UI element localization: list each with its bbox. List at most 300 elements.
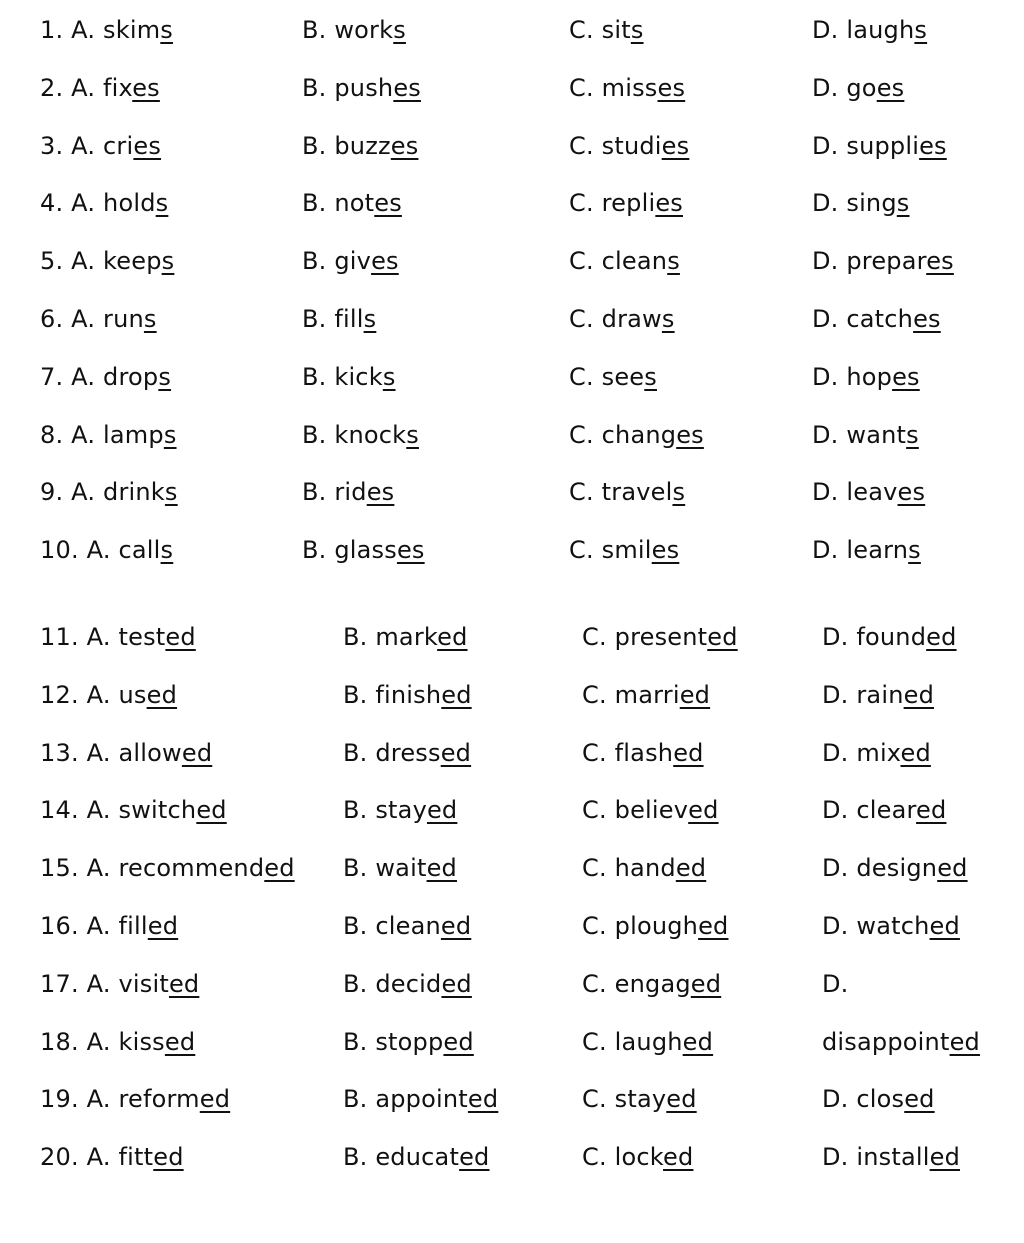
- word-stem: rain: [856, 680, 904, 709]
- option-b: [302, 415, 419, 455]
- word-stem: keep: [103, 247, 162, 276]
- word-stem: hop: [846, 362, 893, 391]
- option-d: [812, 357, 920, 397]
- option-b: [302, 68, 421, 108]
- question-number: 20.: [40, 1143, 79, 1172]
- option-d: [822, 964, 849, 1004]
- option-letter: B.: [343, 738, 368, 767]
- option-letter: B.: [302, 305, 327, 333]
- option-a: [40, 964, 199, 1004]
- option-b: [302, 472, 394, 512]
- option-a: [40, 357, 171, 397]
- option-a: [40, 1079, 230, 1119]
- underlined-ending: ed: [916, 796, 947, 825]
- underlined-ending: s: [672, 478, 686, 507]
- question-number: 15.: [40, 854, 79, 883]
- question-number: 18.: [40, 1027, 79, 1056]
- option-letter: A.: [86, 680, 111, 709]
- word-stem: recommend: [118, 854, 265, 883]
- option-a: [40, 183, 168, 223]
- underlined-ending: ed: [926, 623, 957, 651]
- option-letter: D.: [812, 305, 839, 333]
- word-stem: not: [334, 189, 375, 218]
- underlined-ending: s: [160, 536, 174, 565]
- underlined-ending: ed: [690, 969, 722, 998]
- option-c: [569, 241, 680, 281]
- option-d: [812, 68, 904, 108]
- word-stem: wait: [375, 854, 427, 883]
- word-stem: rid: [334, 478, 367, 507]
- question-number: 10.: [40, 536, 79, 565]
- word-stem: hold: [103, 189, 156, 218]
- option-letter: D.: [822, 912, 849, 940]
- word-stem: sing: [846, 189, 897, 218]
- word-stem: lock: [614, 1143, 664, 1172]
- option-b: [343, 906, 471, 946]
- option-d: [812, 126, 947, 166]
- option-letter: A.: [86, 1085, 111, 1114]
- option-c: [569, 10, 644, 50]
- option-letter: B.: [343, 969, 368, 998]
- option-c: [582, 1137, 693, 1177]
- option-a: [40, 906, 178, 946]
- underlined-ending: ed: [441, 680, 472, 709]
- option-letter: B.: [343, 796, 368, 825]
- option-letter: C.: [582, 1027, 607, 1056]
- underlined-ending: ed: [949, 1027, 980, 1056]
- option-letter: B.: [302, 362, 327, 391]
- word-stem: hand: [614, 854, 676, 883]
- word-stem: run: [103, 305, 144, 333]
- underlined-ending: es: [393, 73, 421, 102]
- option-d: [822, 790, 946, 830]
- underlined-ending: ed: [264, 854, 295, 883]
- option-a: [40, 299, 157, 339]
- word-stem: glass: [334, 536, 397, 565]
- underlined-ending: es: [371, 247, 399, 276]
- question-number: 14.: [40, 796, 79, 825]
- question-row: [0, 1137, 1024, 1177]
- question-row: [0, 675, 1024, 715]
- option-d: [822, 848, 968, 888]
- underlined-ending: es: [651, 536, 680, 565]
- word-stem: clean: [375, 912, 441, 940]
- question-row: [0, 68, 1024, 108]
- question-number: 11.: [40, 623, 79, 651]
- question-row: [0, 848, 1024, 888]
- option-letter: B.: [343, 623, 368, 651]
- option-letter: A.: [71, 189, 96, 218]
- underlined-ending: s: [160, 16, 173, 44]
- option-letter: D.: [822, 796, 849, 825]
- underlined-ending: ed: [688, 796, 719, 825]
- underlined-ending: ed: [443, 1027, 474, 1056]
- question-number: 5.: [40, 247, 64, 276]
- word-stem: appoint: [375, 1085, 468, 1114]
- word-stem: reform: [118, 1085, 200, 1114]
- question-number: 17.: [40, 969, 79, 998]
- option-c: [569, 415, 704, 455]
- option-letter: C.: [582, 912, 607, 940]
- word-stem: decid: [375, 969, 442, 998]
- option-letter: C.: [582, 680, 607, 709]
- option-letter: A.: [71, 478, 96, 507]
- option-c: [582, 964, 721, 1004]
- option-b: [302, 241, 399, 281]
- question-row: [0, 183, 1024, 223]
- option-letter: A.: [86, 536, 111, 565]
- option-letter: B.: [302, 131, 327, 160]
- option-letter: A.: [71, 305, 96, 333]
- option-letter: C.: [569, 247, 594, 276]
- option-a: [40, 415, 177, 455]
- option-letter: D.: [812, 536, 839, 565]
- option-letter: D.: [812, 420, 839, 449]
- option-b: [343, 617, 468, 657]
- option-d: [812, 299, 941, 339]
- option-c: [582, 617, 738, 657]
- word-stem: suppli: [846, 131, 920, 160]
- underlined-ending: ed: [165, 623, 196, 651]
- question-number: 2.: [40, 73, 64, 102]
- word-stem: miss: [601, 73, 658, 102]
- option-a: [40, 848, 295, 888]
- word-stem: finish: [375, 680, 442, 709]
- option-b: [343, 1022, 474, 1062]
- word-stem: repli: [601, 189, 656, 218]
- option-a: [40, 790, 227, 830]
- option-c: [582, 1079, 697, 1119]
- word-stem: stay: [375, 796, 427, 825]
- option-a: [40, 68, 160, 108]
- underlined-ending: s: [382, 362, 396, 391]
- option-c: [569, 183, 683, 223]
- underlined-ending: s: [406, 420, 419, 449]
- option-letter: C.: [569, 420, 594, 449]
- word-stem: present: [614, 623, 708, 651]
- option-a: [40, 241, 174, 281]
- word-stem: engag: [614, 969, 691, 998]
- word-stem: smil: [601, 536, 652, 565]
- option-letter: C.: [569, 536, 594, 565]
- question-row: [0, 964, 1024, 1004]
- word-stem: clos: [856, 1085, 905, 1114]
- word-stem: catch: [846, 305, 914, 333]
- option-letter: A.: [86, 623, 111, 651]
- option-letter: A.: [71, 73, 96, 102]
- word-stem: fitt: [118, 1143, 154, 1172]
- word-stem: draw: [601, 305, 662, 333]
- option-b: [302, 10, 406, 50]
- underlined-ending: s: [363, 305, 377, 333]
- underlined-ending: s: [906, 420, 919, 449]
- underlined-ending: ed: [440, 738, 472, 767]
- word-stem: chang: [601, 420, 677, 449]
- question-number: 19.: [40, 1085, 79, 1114]
- option-letter: C.: [569, 305, 594, 333]
- option-letter: B.: [302, 478, 327, 507]
- word-stem: flash: [614, 738, 674, 767]
- option-d: [822, 675, 934, 715]
- word-stem: stopp: [375, 1027, 444, 1056]
- option-letter: A.: [71, 362, 96, 391]
- option-c: [582, 733, 704, 773]
- underlined-ending: s: [143, 305, 157, 333]
- option-letter: C.: [582, 738, 607, 767]
- option-letter: A.: [71, 247, 96, 276]
- underlined-ending: ed: [682, 1027, 714, 1056]
- word-stem: switch: [118, 796, 197, 825]
- word-stem: mark: [375, 623, 438, 651]
- option-b: [302, 126, 418, 166]
- word-stem: work: [334, 16, 394, 44]
- option-b: [343, 733, 471, 773]
- option-d: [812, 241, 954, 281]
- option-d: [812, 183, 910, 223]
- question-row: [0, 299, 1024, 339]
- underlined-ending: s: [393, 16, 406, 44]
- option-d: [822, 733, 931, 773]
- underlined-ending: s: [158, 362, 172, 391]
- underlined-ending: ed: [903, 680, 935, 709]
- word-stem: test: [118, 623, 166, 651]
- underlined-ending: ed: [181, 738, 213, 767]
- underlined-ending: ed: [900, 738, 931, 767]
- underlined-ending: s: [661, 305, 675, 333]
- option-letter: C.: [582, 1143, 607, 1172]
- option-letter: A.: [86, 854, 111, 883]
- underlined-ending: ed: [929, 1143, 961, 1172]
- option-letter: A.: [86, 738, 111, 767]
- word-stem: learn: [846, 536, 909, 565]
- underlined-ending: ed: [440, 912, 472, 940]
- option-d: [822, 1079, 935, 1119]
- option-b: [302, 530, 425, 570]
- underlined-ending: es: [919, 131, 947, 160]
- underlined-ending: s: [896, 189, 910, 218]
- option-letter: C.: [569, 478, 594, 507]
- underlined-ending: ed: [196, 796, 227, 825]
- option-b: [302, 299, 376, 339]
- underlined-ending: ed: [698, 912, 729, 940]
- option-d: [812, 415, 919, 455]
- option-letter: B.: [343, 680, 368, 709]
- option-letter: D.: [812, 73, 839, 102]
- option-letter: D.: [822, 680, 849, 709]
- question-number: 16.: [40, 912, 79, 940]
- word-stem: install: [856, 1143, 930, 1172]
- underlined-ending: es: [133, 131, 162, 160]
- underlined-ending: es: [132, 73, 160, 102]
- underlined-ending: es: [366, 478, 395, 507]
- option-b: [343, 790, 457, 830]
- option-c: [582, 675, 710, 715]
- underlined-ending: ed: [199, 1085, 231, 1114]
- option-a: [40, 733, 212, 773]
- underlined-ending: es: [676, 420, 704, 449]
- option-b: [343, 1079, 498, 1119]
- option-b: [302, 357, 396, 397]
- question-row: [0, 530, 1024, 570]
- option-letter: A.: [86, 1027, 111, 1056]
- option-c: [569, 68, 685, 108]
- underlined-ending: s: [155, 189, 169, 218]
- option-letter: C.: [582, 854, 607, 883]
- word-stem: prepar: [846, 247, 927, 276]
- underlined-ending: s: [163, 420, 177, 449]
- option-a: [40, 126, 161, 166]
- underlined-ending: s: [164, 478, 178, 507]
- option-letter: D.: [812, 16, 839, 44]
- question-number: 8.: [40, 420, 64, 449]
- underlined-ending: s: [667, 247, 680, 276]
- underlined-ending: es: [892, 362, 920, 391]
- question-row: [0, 617, 1024, 657]
- option-letter: D.: [812, 131, 839, 160]
- underlined-ending: es: [657, 73, 686, 102]
- underlined-ending: ed: [675, 854, 707, 883]
- option-letter: C.: [582, 969, 607, 998]
- word-stem: marri: [614, 680, 680, 709]
- option-d: [822, 906, 960, 946]
- underlined-ending: es: [897, 478, 926, 507]
- word-stem: fix: [103, 73, 133, 102]
- underlined-ending: ed: [663, 1143, 694, 1172]
- option-b: [343, 675, 472, 715]
- option-c: [582, 1022, 713, 1062]
- option-letter: D.: [822, 1085, 849, 1114]
- underlined-ending: ed: [666, 1085, 697, 1114]
- word-stem: want: [846, 420, 907, 449]
- option-c: [582, 790, 719, 830]
- option-c: [569, 530, 679, 570]
- underlined-ending: es: [396, 536, 425, 565]
- question-number: 3.: [40, 131, 64, 160]
- underlined-ending: es: [913, 305, 941, 333]
- question-row: [0, 10, 1024, 50]
- underlined-ending: es: [374, 189, 402, 218]
- word-stem: fill: [334, 305, 364, 333]
- word-stem: disappoint: [822, 1027, 950, 1056]
- underlined-ending: s: [630, 16, 644, 44]
- option-a: [40, 472, 178, 512]
- underlined-ending: s: [914, 16, 928, 44]
- option-letter: C.: [582, 1085, 607, 1114]
- word-stem: push: [334, 73, 394, 102]
- option-letter: A.: [86, 796, 111, 825]
- option-d: [812, 530, 921, 570]
- option-c: [569, 357, 657, 397]
- option-c: [582, 906, 729, 946]
- word-stem: allow: [118, 738, 182, 767]
- option-letter: D.: [812, 478, 839, 507]
- option-d: [812, 10, 927, 50]
- option-letter: C.: [569, 362, 594, 391]
- underlined-ending: s: [908, 536, 921, 565]
- underlined-ending: ed: [904, 1085, 935, 1114]
- option-a: [40, 530, 173, 570]
- word-stem: clear: [856, 796, 917, 825]
- question-number: 4.: [40, 189, 64, 218]
- underlined-ending: ed: [147, 912, 179, 940]
- question-number: 9.: [40, 478, 64, 507]
- underlined-ending: s: [161, 247, 175, 276]
- option-c: [569, 299, 675, 339]
- word-stem: giv: [334, 247, 372, 276]
- option-c: [582, 848, 706, 888]
- word-stem: buzz: [334, 131, 391, 160]
- word-stem: mix: [856, 738, 901, 767]
- option-letter: D.: [822, 623, 849, 651]
- word-stem: educat: [375, 1143, 460, 1172]
- underlined-ending: es: [926, 247, 954, 276]
- option-letter: A.: [71, 420, 96, 449]
- word-stem: skim: [103, 16, 161, 44]
- option-letter: D.: [812, 362, 839, 391]
- question-row: [0, 472, 1024, 512]
- option-letter: B.: [302, 420, 327, 449]
- option-letter: A.: [86, 969, 111, 998]
- option-letter: D.: [822, 854, 849, 883]
- option-letter: D.: [822, 1143, 849, 1172]
- option-c: [569, 472, 685, 512]
- word-stem: go: [846, 73, 877, 102]
- word-stem: leav: [846, 478, 898, 507]
- word-stem: kiss: [118, 1027, 165, 1056]
- underlined-ending: es: [655, 189, 683, 218]
- option-letter: B.: [343, 1143, 368, 1172]
- word-stem: fill: [118, 912, 148, 940]
- option-letter: D.: [812, 189, 839, 218]
- word-stem: drop: [103, 362, 159, 391]
- option-letter: B.: [302, 16, 327, 44]
- option-b: [343, 1137, 489, 1177]
- option-letter: C.: [582, 623, 607, 651]
- option-c: [569, 126, 689, 166]
- word-stem: watch: [856, 912, 930, 940]
- question-number: 7.: [40, 362, 64, 391]
- option-a: [40, 10, 173, 50]
- underlined-ending: ed: [153, 1143, 184, 1172]
- option-letter: D.: [822, 738, 849, 767]
- question-row: [0, 241, 1024, 281]
- underlined-ending: ed: [929, 912, 960, 940]
- option-a: [40, 1022, 195, 1062]
- word-stem: us: [118, 680, 147, 709]
- option-d: [822, 1022, 980, 1062]
- underlined-ending: ed: [441, 969, 472, 998]
- underlined-ending: ed: [168, 969, 200, 998]
- word-stem: lamp: [103, 420, 164, 449]
- option-b: [343, 964, 472, 1004]
- option-letter: A.: [71, 16, 96, 44]
- question-row: [0, 733, 1024, 773]
- option-d: [812, 472, 925, 512]
- word-stem: dress: [375, 738, 441, 767]
- word-stem: travel: [601, 478, 673, 507]
- word-stem: laugh: [614, 1027, 683, 1056]
- question-number: 12.: [40, 680, 79, 709]
- option-letter: C.: [569, 131, 594, 160]
- question-row: [0, 357, 1024, 397]
- option-letter: B.: [302, 73, 327, 102]
- option-a: [40, 675, 177, 715]
- underlined-ending: ed: [467, 1085, 499, 1114]
- underlined-ending: ed: [707, 623, 738, 651]
- word-stem: knock: [334, 420, 407, 449]
- word-stem: laugh: [846, 16, 915, 44]
- underlined-ending: es: [390, 131, 419, 160]
